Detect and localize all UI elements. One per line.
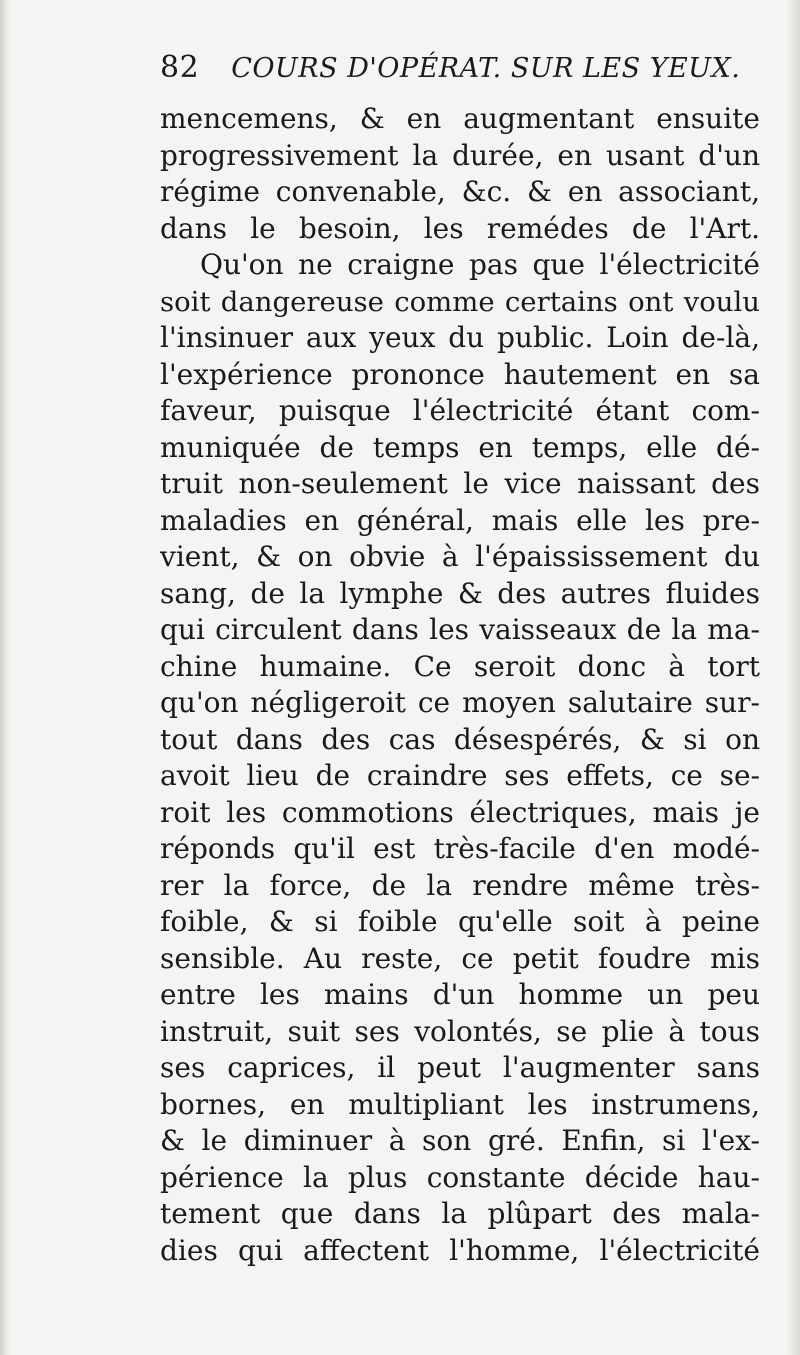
text-line: régime convenable, &c. & en associant, (160, 175, 760, 208)
running-head: COURS D'OPÉRAT. SUR LES YEUX. (231, 53, 741, 84)
text-line: l'expérience prononce hautement en sa (160, 357, 760, 391)
text-line: ses caprices, il peut l'augmenter sans (160, 1051, 760, 1084)
text-line: sensible. Au reste, ce petit foudre mis (160, 941, 760, 975)
text-line: qu'on négligeroit ce moyen salutaire sur- (160, 686, 760, 719)
text-line: dies qui affectent l'homme, l'électricité (160, 1233, 760, 1267)
text-line: & le diminuer à son gré. Enfin, si l'ex- (160, 1124, 760, 1157)
text-line: instruit, suit ses volontés, se plie à tous (160, 1014, 760, 1048)
text-line: progressivement la durée, en usant d'un (160, 138, 760, 172)
text-line: rer la force, de la rendre même très- (160, 868, 760, 902)
text-line: dans le besoin, les remédes de l'Art. (160, 211, 760, 245)
text-line: soit dangereuse comme certains ont voulu (160, 285, 760, 318)
text-line: foible, & si foible qu'elle soit à peine (160, 905, 760, 938)
text-line: maladies en général, mais elle les pre- (160, 503, 760, 537)
text-line: sang, de la lymphe & des autres fluides (160, 576, 760, 610)
paragraph-start-line: Qu'on ne craigne pas que l'électricité (200, 248, 760, 281)
text-line: bornes, en multipliant les instrumens, (160, 1087, 760, 1121)
text-line: mencemens, & en augmentant ensuite (160, 102, 760, 135)
page-header (160, 50, 770, 94)
body-text (160, 101, 760, 1269)
text-line: tement que dans la plûpart des mala- (160, 1197, 760, 1230)
text-line: tout dans des cas désespérés, & si on (160, 722, 760, 756)
text-line: muniquée de temps en temps, elle dé- (160, 430, 760, 464)
text-line: qui circulent dans les vaisseaux de la ma- (160, 613, 760, 646)
text-line: entre les mains d'un homme un peu (160, 978, 760, 1011)
text-line: truit non-seulement le vice naissant des (160, 467, 760, 500)
text-line: roit les commotions électriques, mais je (160, 795, 760, 829)
text-line: l'insinuer aux yeux du public. Loin de-là, (160, 321, 760, 354)
page-edge-right (786, 0, 800, 1355)
text-line: chine humaine. Ce seroit donc à tort (160, 649, 760, 683)
text-line: vient, & on obvie à l'épaississement du (160, 540, 760, 573)
text-line: faveur, puisque l'électricité étant com- (160, 394, 760, 427)
text-line: périence la plus constante décide hau- (160, 1160, 760, 1194)
page-edge-left (0, 0, 10, 1355)
text-line: réponds qu'il est très-facile d'en modé- (160, 832, 760, 865)
page-number: 82 (160, 50, 200, 85)
text-line: avoit lieu de craindre ses effets, ce se- (160, 759, 760, 792)
